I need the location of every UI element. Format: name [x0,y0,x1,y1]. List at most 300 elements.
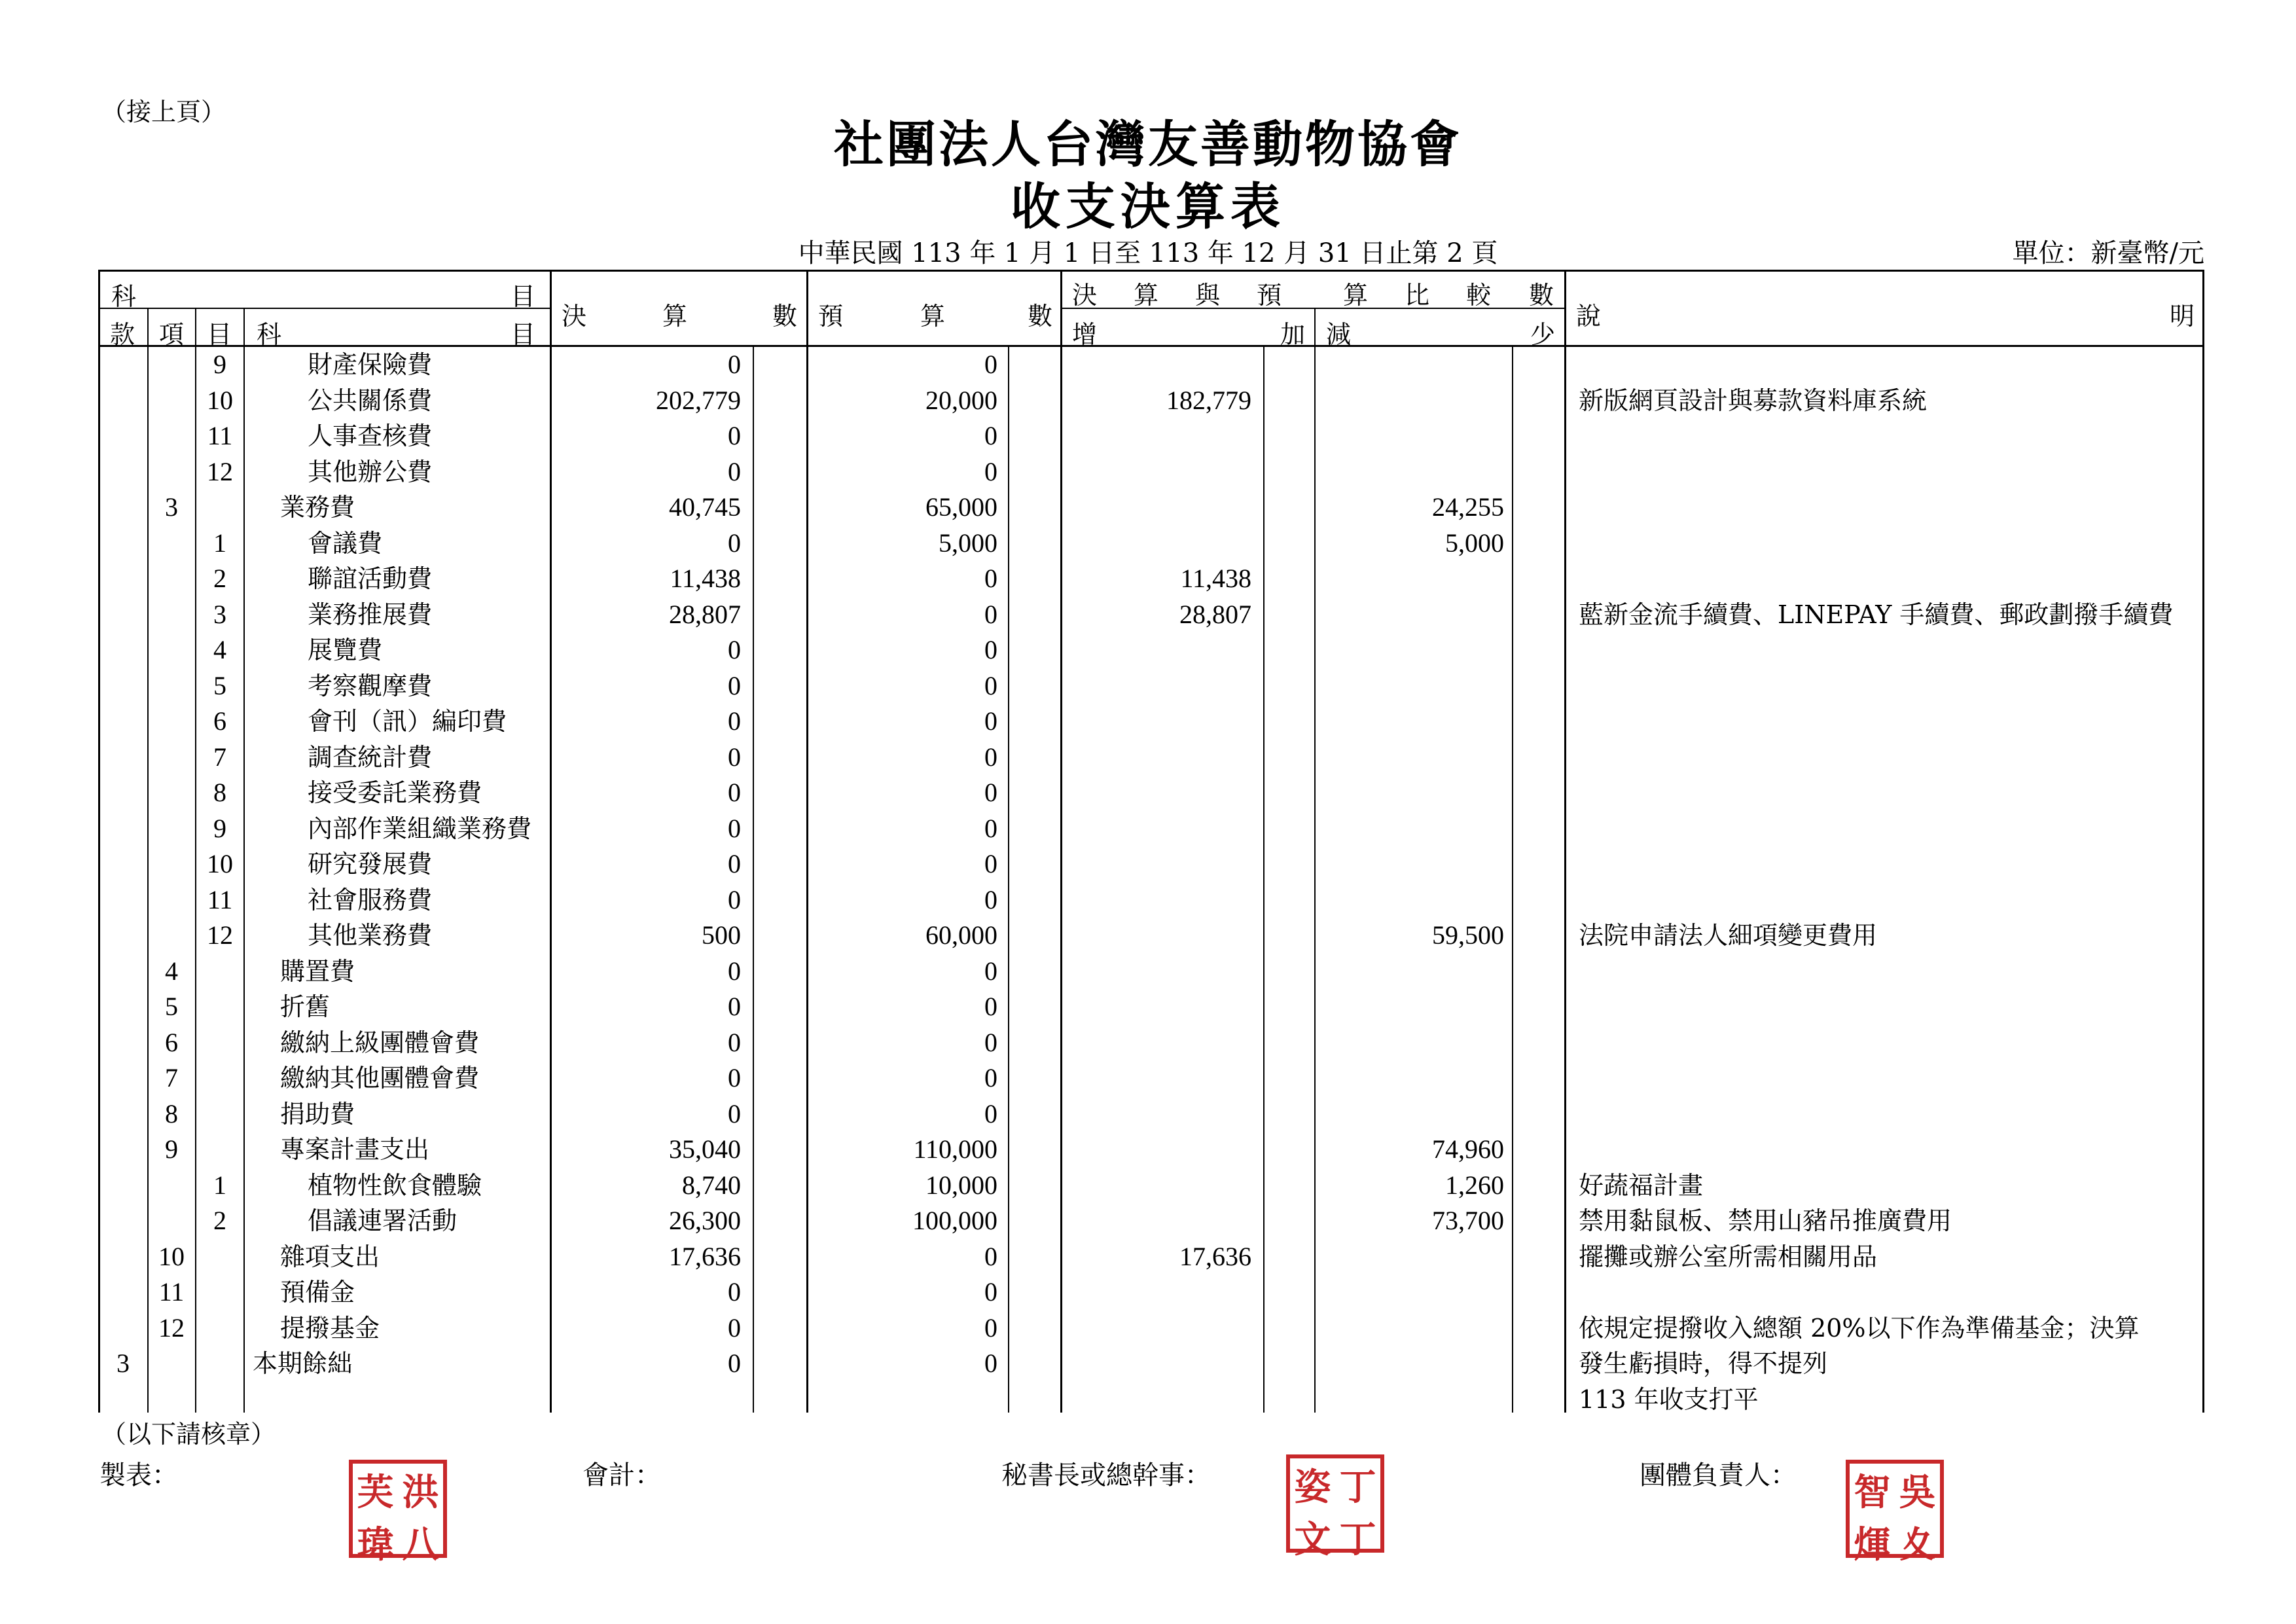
cell-inc [1060,1060,1251,1096]
cell-kuan [99,1239,147,1274]
cell-remark: 發生虧損時，得不提列 [1579,1349,1828,1378]
cell-dec [1314,1239,1504,1274]
cell-dec: 5,000 [1445,528,1504,558]
cell-actual: 0 [728,421,741,450]
cell-inc: 11,438 [1180,564,1251,593]
cell-xiang [149,704,194,739]
cell-subject-name: 業務費 [280,493,355,522]
cell-mu [196,1060,243,1096]
cell-kuan [99,1025,147,1060]
header-compare-8: 數 [1529,281,1554,310]
cell-subject-name: 專案計畫支出 [280,1135,430,1164]
cell-inc [1060,418,1251,454]
cell-mu [196,1096,243,1132]
cell-kuan [99,490,147,525]
header-subject-end: 目 [511,282,536,311]
cell-subject-name: 聯誼活動費 [308,564,433,593]
cell-budget: 0 [984,1277,997,1307]
cell-kuan [99,1274,147,1310]
cell-kuan [99,704,147,739]
col-actual-sub-divider [753,345,754,1413]
seal-char: 智 [1854,1471,1891,1514]
cell-kuan [99,526,147,561]
cell-kuan [99,1382,147,1417]
cell-xiang [149,597,194,632]
seal-char: 姿 [1294,1466,1331,1509]
cell-budget: 0 [984,350,997,379]
cell-kuan [99,1310,147,1346]
cell-dec [1314,454,1504,490]
cell-subject-name: 其他辦公費 [308,457,433,486]
subject-header-divider [98,308,550,309]
cell-mu [196,1346,243,1381]
cell-inc: 28,807 [1179,599,1251,629]
cell-kuan [99,811,147,846]
header-budget-1: 預 [818,302,844,331]
table-right-border [2202,270,2204,1413]
cell-xiang [149,1346,194,1381]
cell-actual: 0 [728,956,741,986]
cell-kuan [99,632,147,668]
header-remark-2: 明 [2170,302,2195,331]
cell-inc: 182,779 [1166,385,1251,415]
header-kuan: 款 [110,320,135,349]
cell-remark: 新版網頁設計與募款資料庫系統 [1579,386,1928,415]
cell-budget: 0 [984,1312,997,1343]
seal-char: 夊 [1899,1523,1936,1566]
cell-budget: 0 [984,992,997,1021]
cell-subject-name: 本期餘絀 [253,1349,353,1378]
cell-kuan [99,597,147,632]
cell-actual: 35,040 [669,1134,741,1164]
cell-budget: 0 [984,564,997,593]
cell-subject-name: 調查統計費 [308,742,433,772]
cell-dec [1314,1382,1504,1417]
header-compare-7: 較 [1466,281,1492,310]
budget-settlement-table [98,270,2204,1413]
cell-budget: 5,000 [939,528,997,558]
cell-dec: 1,260 [1445,1170,1504,1200]
header-increase-2: 加 [1280,320,1306,349]
seal-char: 文 [1294,1518,1331,1561]
cell-dec [1314,1346,1504,1381]
cell-actual: 17,636 [669,1241,741,1271]
cell-budget: 10,000 [925,1170,997,1200]
cell-kuan [99,1132,147,1167]
cell-dec: 59,500 [1432,920,1504,950]
cell-inc [1060,668,1251,704]
cell-kuan [99,954,147,989]
cell-kuan [99,846,147,882]
cell-mu [196,1310,243,1346]
header-subject-start: 科 [111,282,137,311]
header-increase-1: 增 [1072,320,1098,349]
cell-actual: 0 [728,1312,741,1343]
cell-remark: 好蔬福計畫 [1579,1170,1704,1200]
header-decrease-2: 少 [1530,320,1556,349]
cell-subject-name: 會刊（訊）編印費 [308,707,507,736]
seal-char: 瑋 [357,1523,394,1566]
cell-budget: 0 [984,635,997,664]
header-remark-1: 說 [1576,302,1602,331]
cell-budget: 0 [984,849,997,878]
cell-budget: 0 [984,742,997,772]
cell-mu: 7 [213,742,226,772]
cell-dec [1314,597,1504,632]
cell-actual: 0 [728,528,741,558]
cell-xiang [149,383,194,418]
cell-mu: 11 [207,421,233,450]
cell-kuan [99,561,147,596]
cell-dec [1314,1060,1504,1096]
secretary-label: 秘書長或總幹事： [1001,1460,1211,1490]
cell-mu: 10 [207,385,233,415]
cell-dec [1314,418,1504,454]
cell-xiang [149,668,194,704]
cell-actual: 0 [728,670,741,700]
cell-actual: 0 [728,849,741,878]
cell-mu: 11 [207,884,233,914]
cell-mu: 8 [213,778,226,807]
cell-budget: 0 [984,778,997,807]
cell-kuan [99,1096,147,1132]
cell-inc [1060,1025,1251,1060]
cell-dec [1314,811,1504,846]
cell-dec [1314,846,1504,882]
seal-char: 煇 [1854,1523,1891,1566]
cell-subject-name: 會議費 [308,528,383,558]
cell-xiang: 5 [165,992,178,1021]
cell-inc [1060,1346,1251,1381]
cell-budget: 100,000 [912,1206,997,1235]
col-dec-divider [1564,270,1566,1413]
cell-actual: 500 [702,920,741,950]
cell-inc [1060,1168,1251,1203]
cell-budget: 60,000 [925,920,997,950]
cell-inc [1060,490,1251,525]
seal-char: 吳 [1899,1471,1936,1514]
cell-mu: 1 [213,1170,226,1200]
cell-remark: 擺攤或辦公室所需相關用品 [1579,1242,1878,1271]
cell-actual: 26,300 [669,1206,741,1235]
cell-xiang [149,1203,194,1238]
cell-inc [1060,347,1251,382]
cell-actual: 0 [728,1277,741,1307]
cell-inc [1060,989,1251,1024]
cell-xiang [149,775,194,810]
accountant-label: 會計： [583,1460,661,1490]
cell-inc [1060,811,1251,846]
cell-subject-name: 倡議連署活動 [308,1206,457,1235]
cell-inc [1060,1203,1251,1238]
cell-actual: 0 [728,706,741,736]
cell-xiang: 12 [158,1312,185,1343]
cell-actual: 0 [728,1098,741,1128]
cell-actual: 0 [728,992,741,1021]
cell-dec [1314,668,1504,704]
cell-subject-name: 展覽費 [308,636,383,664]
cell-actual: 0 [728,1348,741,1378]
cell-subject-name: 預備金 [280,1278,355,1307]
cell-mu [196,1132,243,1167]
cell-budget: 0 [984,421,997,450]
cell-actual: 0 [728,1063,741,1092]
cell-mu [196,1239,243,1274]
cell-subject-name: 繳納上級團體會費 [280,1028,480,1057]
cell-dec: 24,255 [1432,492,1504,522]
seal-char: 丁 [1339,1466,1376,1509]
cell-xiang: 7 [165,1063,178,1092]
cell-subject-name: 人事查核費 [308,422,433,450]
cell-mu [196,989,243,1024]
cell-budget: 20,000 [925,385,997,415]
cell-kuan [99,740,147,775]
cell-subject-name: 捐助費 [280,1099,355,1128]
cell-subject-name: 考察觀摩費 [308,671,433,700]
cell-xiang: 4 [165,956,178,986]
cell-inc [1060,846,1251,882]
cell-subject-name: 提撥基金 [280,1313,380,1343]
secretary-seal [1286,1454,1384,1561]
cell-actual: 40,745 [669,492,741,522]
cell-remark: 法院申請法人細項變更費用 [1579,921,1878,950]
col-budget-sub-divider [1008,345,1009,1413]
currency-unit: 單位：新臺幣/元 [2012,238,2204,268]
cell-xiang [149,347,194,382]
col-mu-divider [243,308,245,1413]
cell-mu: 2 [213,564,226,593]
cell-xiang: 10 [158,1241,185,1271]
cell-actual: 0 [728,884,741,914]
cell-mu: 4 [213,635,226,664]
header-actual-1: 決 [562,302,587,331]
preparer-label: 製表： [99,1460,178,1490]
cell-actual: 0 [728,813,741,843]
header-xiang: 項 [159,320,185,349]
cell-budget: 0 [984,599,997,629]
cell-mu: 1 [213,528,226,558]
cell-kuan: 3 [117,1348,130,1378]
head-label: 團體負責人： [1640,1460,1797,1490]
cell-inc [1060,1382,1251,1417]
cell-xiang [149,740,194,775]
cell-dec [1314,383,1504,418]
cell-xiang: 6 [165,1027,178,1057]
cell-budget: 0 [984,813,997,843]
seal-char: 八 [402,1523,439,1566]
cell-inc [1060,740,1251,775]
header-budget-3: 數 [1028,302,1053,331]
cell-kuan [99,347,147,382]
cell-inc [1060,1310,1251,1346]
cell-actual: 8,740 [682,1170,741,1200]
cell-subject-name: 購置費 [280,956,355,986]
cell-remark: 依規定提撥收入總額 20%以下作為準備基金；決算 [1579,1313,2140,1343]
col-inc-sub-divider [1263,345,1265,1413]
document-title: 收支決算表 [1011,177,1285,236]
cell-kuan [99,918,147,953]
cell-dec: 73,700 [1432,1206,1504,1235]
cell-mu: 10 [207,849,233,878]
cell-actual: 0 [728,635,741,664]
cell-dec [1314,1025,1504,1060]
cell-subject-name: 接受委託業務費 [308,778,482,807]
cell-dec [1314,1274,1504,1310]
cell-xiang: 9 [165,1134,178,1164]
approval-note: （以下請核章） [101,1420,276,1449]
cell-xiang: 8 [165,1098,178,1128]
cell-inc: 17,636 [1179,1241,1251,1271]
cell-dec [1314,347,1504,382]
cell-subject-name: 繳納其他團體會費 [280,1064,480,1092]
cell-subject-name: 雜項支出 [280,1242,380,1271]
cell-inc [1060,918,1251,953]
report-period: 中華民國 113 年 1 月 1 日至 113 年 12 月 31 日止第 2 頁 [798,238,1498,268]
cell-budget: 0 [984,1063,997,1092]
organization-name: 社團法人台灣友善動物協會 [834,115,1462,173]
cell-budget: 0 [984,1027,997,1057]
header-decrease-1: 減 [1326,320,1352,349]
cell-inc [1060,454,1251,490]
cell-mu: 9 [213,813,226,843]
cell-subject-name: 社會服務費 [308,885,433,914]
cell-subject-name: 內部作業組織業務費 [308,814,532,843]
cell-mu [196,954,243,989]
cell-xiang: 3 [165,492,178,522]
header-subject2-end: 目 [511,320,536,349]
cell-actual: 0 [728,456,741,486]
cell-subject-name: 公共關係費 [308,386,433,415]
cell-actual: 202,779 [656,385,741,415]
header-actual-3: 數 [772,302,798,331]
cell-inc [1060,1096,1251,1132]
cell-xiang [149,882,194,918]
header-compare-6: 比 [1405,281,1430,310]
cell-xiang [149,418,194,454]
cell-mu: 12 [207,456,233,486]
cell-dec [1314,632,1504,668]
cell-remark: 藍新金流手續費、LINEPAY 手續費、郵政劃撥手續費 [1579,600,2174,629]
cell-dec [1314,1310,1504,1346]
cell-inc [1060,526,1251,561]
cell-kuan [99,668,147,704]
cell-kuan [99,454,147,490]
col-dec-sub-divider [1512,345,1513,1413]
cell-inc [1060,775,1251,810]
cell-budget: 0 [984,1098,997,1128]
cell-mu [196,1025,243,1060]
cell-budget: 0 [984,956,997,986]
cell-actual: 11,438 [670,564,741,593]
cell-mu: 5 [213,670,226,700]
cell-subject-name: 財產保險費 [308,350,433,379]
cell-kuan [99,383,147,418]
cell-subject-name: 植物性飲食體驗 [308,1170,482,1200]
header-compare-2: 算 [1134,281,1159,310]
cell-mu [196,490,243,525]
cell-subject-name: 其他業務費 [308,921,433,950]
cell-budget: 0 [984,670,997,700]
cell-dec: 74,960 [1432,1134,1504,1164]
cell-xiang [149,632,194,668]
cell-subject-name: 研究發展費 [308,850,433,878]
cell-inc [1060,632,1251,668]
cell-mu [196,1382,243,1417]
cell-inc [1060,1132,1251,1167]
header-subject2-start: 科 [257,320,282,349]
continued-note: （接上頁） [101,98,226,126]
header-compare-3: 與 [1195,281,1221,310]
cell-remark: 113 年收支打平 [1579,1384,1759,1414]
cell-budget: 110,000 [913,1134,997,1164]
cell-inc [1060,954,1251,989]
cell-actual: 0 [728,1027,741,1057]
cell-dec [1314,882,1504,918]
cell-actual: 0 [728,742,741,772]
cell-xiang [149,526,194,561]
cell-budget: 0 [984,706,997,736]
cell-xiang [149,846,194,882]
cell-xiang [149,1168,194,1203]
header-budget-2: 算 [920,302,946,331]
cell-mu: 9 [213,350,226,379]
cell-xiang [149,918,194,953]
cell-xiang [149,811,194,846]
cell-inc [1060,704,1251,739]
cell-xiang: 11 [158,1277,185,1307]
cell-budget [806,1382,997,1417]
cell-inc [1060,1274,1251,1310]
cell-kuan [99,882,147,918]
cell-dec [1314,704,1504,739]
cell-kuan [99,1060,147,1096]
cell-kuan [99,775,147,810]
cell-dec [1314,740,1504,775]
cell-mu: 6 [213,706,226,736]
cell-dec [1314,561,1504,596]
cell-budget: 0 [984,1241,997,1271]
cell-kuan [99,418,147,454]
header-mu: 目 [207,320,232,349]
header-compare-5: 算 [1343,281,1369,310]
seal-char: 芙 [357,1471,394,1514]
cell-actual: 0 [728,350,741,379]
cell-actual: 0 [728,778,741,807]
cell-remark: 禁用黏鼠板、禁用山豬吊推廣費用 [1579,1206,1952,1235]
cell-subject-name: 業務推展費 [308,600,433,629]
header-actual-2: 算 [662,302,688,331]
cell-mu: 3 [213,599,226,629]
cell-kuan [99,989,147,1024]
seal-char: 丁 [1339,1518,1376,1561]
cell-kuan [99,1168,147,1203]
cell-mu: 12 [207,920,233,950]
cell-actual [550,1382,741,1417]
cell-budget: 0 [984,884,997,914]
cell-budget: 0 [984,456,997,486]
cell-mu [196,1274,243,1310]
table-top-border [98,270,2204,272]
cell-dec [1314,989,1504,1024]
preparer-seal [349,1460,447,1566]
seal-char: 洪 [402,1471,439,1514]
header-compare-1: 決 [1072,281,1098,310]
cell-dec [1314,775,1504,810]
cell-inc [1060,882,1251,918]
head-seal [1846,1460,1944,1566]
cell-xiang [149,1382,194,1417]
cell-budget: 65,000 [925,492,997,522]
